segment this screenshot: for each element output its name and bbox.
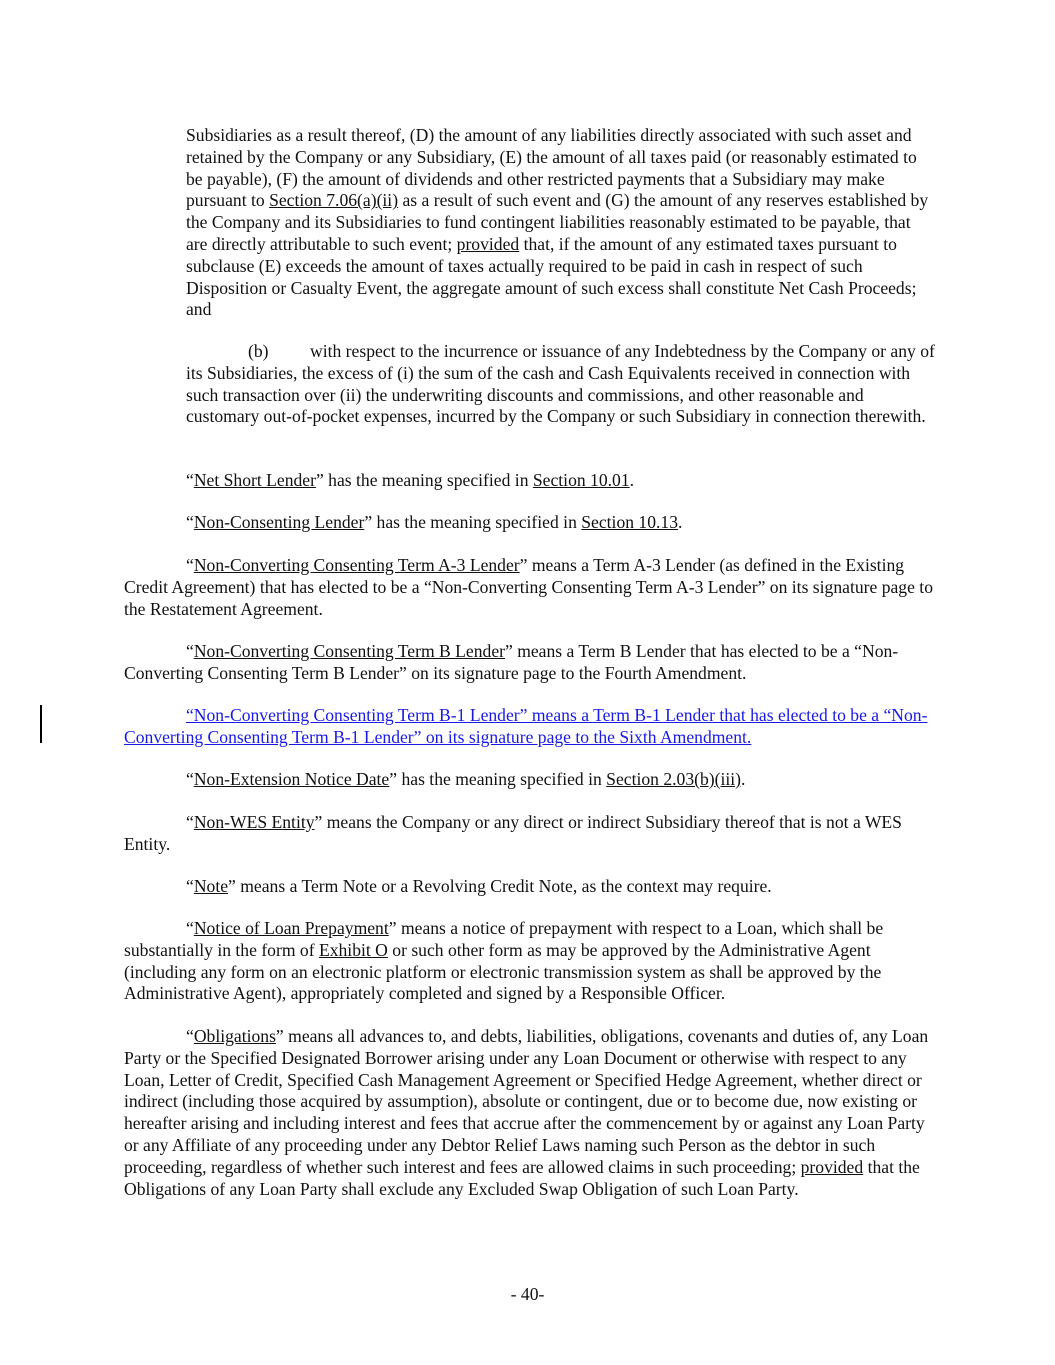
definition-non-extension-notice-date: “Non-Extension Notice Date” has the meaning specified in Section 2.03(b)(iii). — [186, 769, 746, 789]
section-reference: Section 2.03(b)(iii) — [606, 769, 742, 789]
net-cash-proceeds-clause-a-continuation: Subsidiaries as a result thereof, (D) the amount of any liabilities directly associated with such asset and retained by the Company or any Subsidiary, (E) the amount of all taxes paid (or reasonably estimated to be payable), (F) the amount of dividends and other restricted payments that a Subsidiary may make pursuant to Section 7.06(a)(ii) as a result of such event and (G) the amount of any reserves established by the Company and its Subsidiaries to fund contingent liabilities reasonably estimated to be payable, that are directly attributable to such event; provided that, if the amount of any estimated taxes pursuant to subclause (E) exceeds the amount of taxes actually required to be paid in cash in respect of such Disposition or Casualty Event, the aggregate amount of such excess shall constitute Net Cash Proceeds; and — [186, 125, 929, 320]
definition-obligations: “Obligations” means all advances to, and debts, liabilities, obligations, covenants and duties of, any Loan Party or the Specified Designated Borrower arising under any Loan Document or otherwise with respect to any Loan, Letter of Credit, Specified Cash Management Agreement or Specified Hedge Agreement, whether direct or indirect (including those acquired by assumption), absolute or contingent, due or to become due, now existing or hereafter arising and including interest and fees that accrue after the commencement by or against any Loan Party or any Affiliate of any proceeding under any Debtor Relief Laws naming such Person as the debtor in such proceeding, regardless of whether such interest and fees are allowed claims in such proceeding; provided that the Obligations of any Loan Party shall exclude any Excluded Swap Obligation of such Loan Party. — [124, 1026, 929, 1199]
definition-non-wes-entity: “Non-WES Entity” means the Company or any direct or indirect Subsidiary thereof that is not a WES Entity. — [124, 812, 902, 854]
defined-term: Obligations — [193, 1026, 276, 1046]
definition-note: “Note” means a Term Note or a Revolving Credit Note, as the context may require. — [186, 876, 772, 896]
definition-non-converting-term-b-lender: “Non-Converting Consenting Term B Lender” means a Term B Lender that has elected to be a “Non-Converting Consenting Term B Lender” on its signature page to the Fourth Amendment. — [124, 641, 899, 683]
defined-term: Non-WES Entity — [193, 812, 315, 832]
definition-non-converting-term-b1-lender-inserted: “Non-Converting Consenting Term B-1 Lender” means a Term B-1 Lender that has elected to be a “Non-Converting Consenting Term B-1 Lender” on its signature page to the Sixth Amendment. — [124, 705, 928, 747]
defined-term: Non-Converting Consenting Term B Lender — [193, 641, 505, 661]
defined-term: Non-Extension Notice Date — [193, 769, 390, 789]
defined-term: Non-Converting Consenting Term A-3 Lender — [193, 555, 520, 575]
defined-term: Notice of Loan Prepayment — [193, 918, 389, 938]
defined-term: Non-Consenting Lender — [193, 512, 365, 532]
section-reference: Section 7.06(a)(ii) — [269, 190, 399, 211]
defined-term: Note — [193, 876, 229, 896]
definition-non-converting-term-a3-lender: “Non-Converting Consenting Term A-3 Lender” means a Term A-3 Lender (as defined in the Existing Credit Agreement) that has elected to be a “Non-Converting Consenting Term A-3 Lender” on its signature page to the Restatement Agreement. — [124, 555, 933, 619]
definition-net-short-lender: “Net Short Lender” has the meaning specified in Section 10.01. — [186, 470, 635, 490]
exhibit-reference: Exhibit O — [318, 939, 388, 960]
revision-change-bar — [40, 705, 42, 743]
section-reference: Section 10.01 — [532, 470, 630, 490]
defined-term: Net Short Lender — [193, 470, 316, 490]
proviso-term: provided — [800, 1156, 864, 1177]
proviso-term: provided — [456, 233, 520, 254]
net-cash-proceeds-clause-b: (b) with respect to the incurrence or issuance of any Indebtedness by the Company or any of its Subsidiaries, the excess of (i) the sum of the cash and Cash Equivalents received in connection with such transaction over (ii) the underwriting discounts and commissions, and other reasonable and customary out-of-pocket expenses, incurred by the Company or such Subsidiary in connection therewith. — [186, 341, 935, 427]
page-number: - 40- — [510, 1284, 545, 1304]
definition-non-consenting-lender: “Non-Consenting Lender” has the meaning specified in Section 10.13. — [186, 512, 683, 532]
section-reference: Section 10.13 — [581, 512, 679, 532]
definition-notice-of-loan-prepayment: “Notice of Loan Prepayment” means a notice of prepayment with respect to a Loan, which shall be substantially in the form of Exhibit O or such other form as may be approved by the Administrative Agent (including any form on an electronic platform or electronic transmission system as shall be approved by the Administrative Agent), appropriately completed and signed by a Responsible Officer. — [124, 918, 884, 1004]
clause-label: (b) — [248, 341, 269, 361]
